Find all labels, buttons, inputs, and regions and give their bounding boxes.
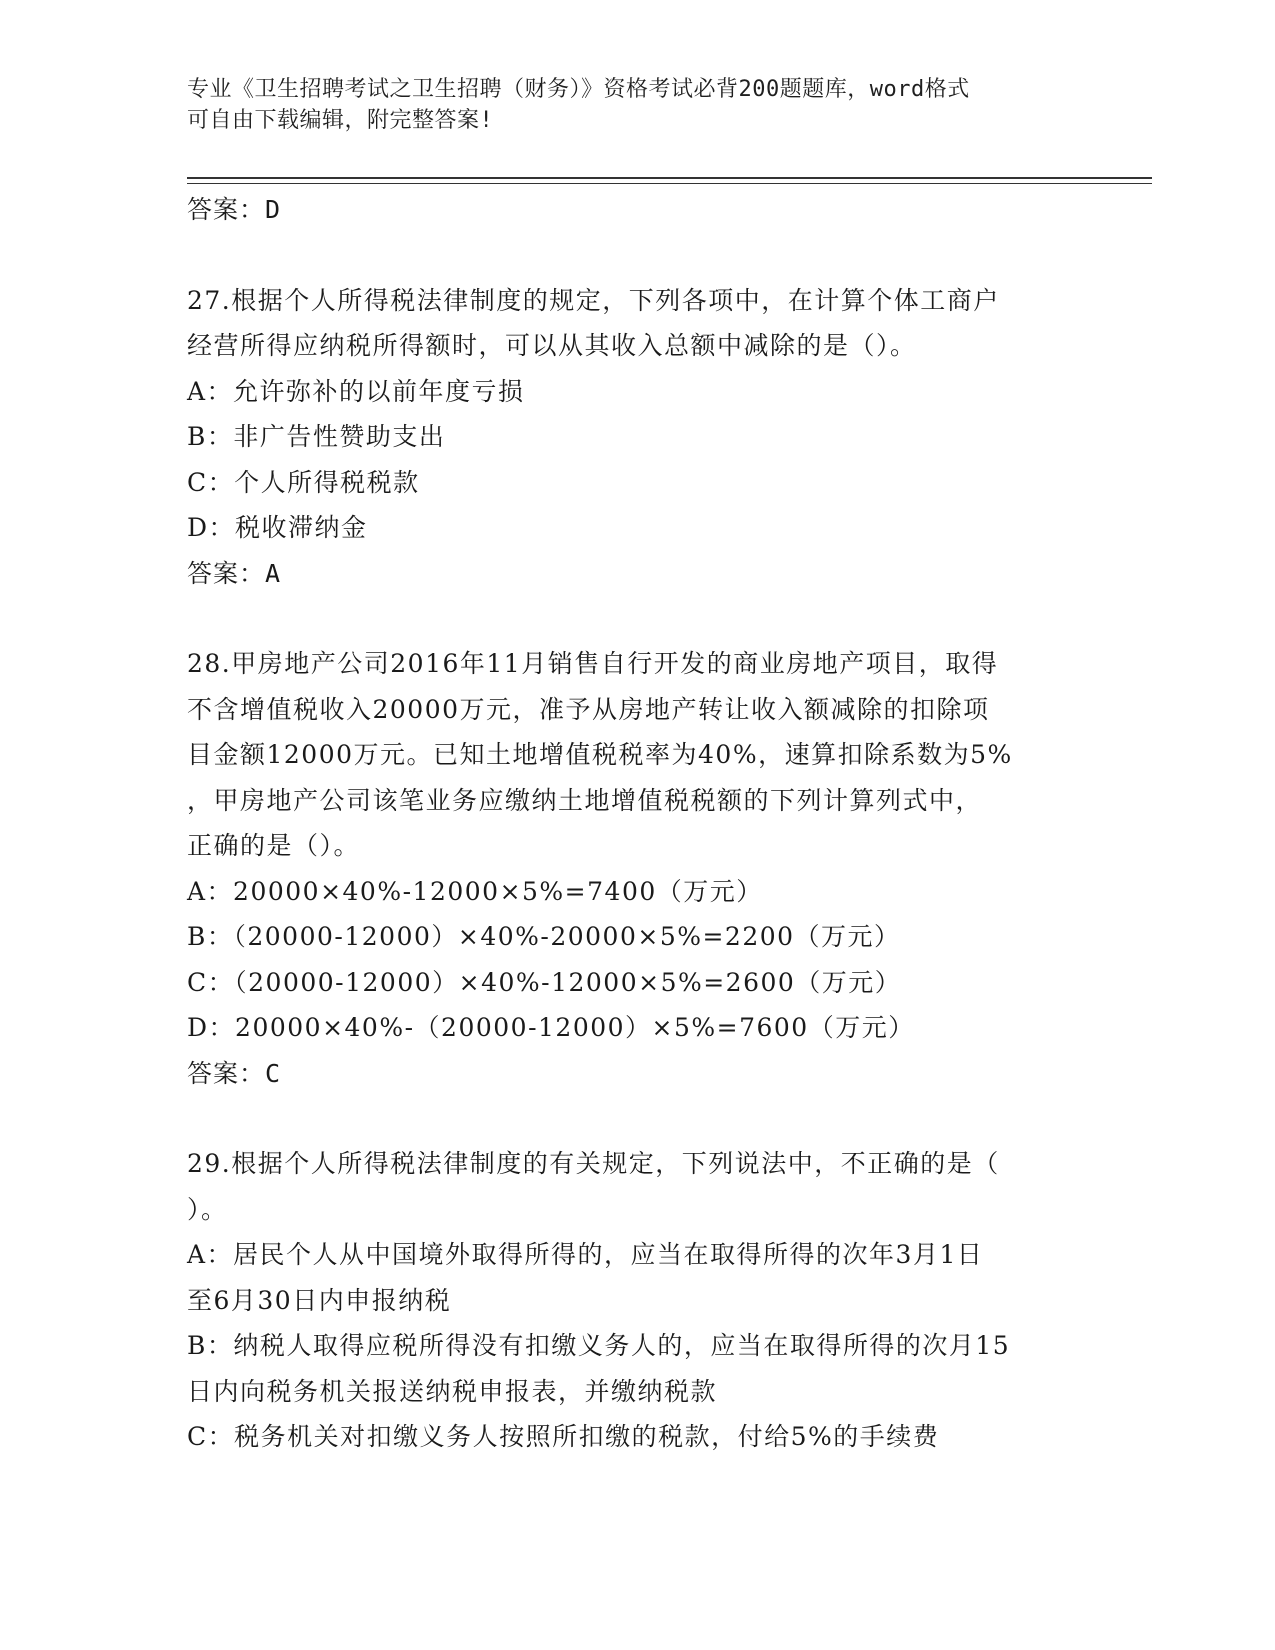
- q27-answer: 答案：A: [187, 558, 282, 588]
- q29-option-a-line-1: A：居民个人从中国境外取得所得的，应当在取得所得的次年3月1日: [187, 1240, 984, 1269]
- q29-option-b-line-2: 日内向税务机关报送纳税申报表，并缴纳税款: [187, 1376, 718, 1406]
- q27-stem-line-2: 经营所得应纳税所得额时，可以从其收入总额中减除的是（）。: [187, 331, 917, 360]
- q29-option-b-line-1: B：纳税人取得应税所得没有扣缴义务人的，应当在取得所得的次月15: [187, 1331, 1011, 1360]
- q28-stem-line-5: 正确的是（）。: [187, 831, 361, 860]
- q29-stem-line-1: 29.根据个人所得税法律制度的有关规定，下列说法中，不正确的是（: [187, 1149, 1000, 1178]
- q28-option-d: D：20000×40%-（20000-12000）×5%=7600（万元）: [187, 1013, 915, 1042]
- q28-option-c: C：（20000-12000）×40%-12000×5%=2600（万元）: [187, 967, 902, 997]
- question-27: [187, 278, 1087, 597]
- q28-stem-line-2: 不含增值税收入20000万元，准予从房地产转让收入额减除的扣除项: [187, 694, 990, 724]
- q27-option-d: D：税收滞纳金: [187, 513, 368, 542]
- header-divider-thick: [187, 177, 1152, 179]
- answer-previous: 答案：D: [187, 195, 282, 224]
- question-content: [187, 187, 1087, 1460]
- header-title-line-2: 可自由下载编辑，附完整答案!: [187, 108, 494, 133]
- question-28: [187, 641, 1087, 1096]
- document-header: [187, 74, 1087, 136]
- question-29: [187, 1141, 1087, 1460]
- q28-option-a: A：20000×40%-12000×5%=7400（万元）: [187, 876, 763, 906]
- q29-option-a-line-2: 至6月30日内申报纳税: [187, 1285, 452, 1315]
- q28-option-b: B：（20000-12000）×40%-20000×5%=2200（万元）: [187, 922, 901, 951]
- q29-option-c: C：税务机关对扣缴义务人按照所扣缴的税款，付给5%的手续费: [187, 1422, 940, 1451]
- q28-stem-line-3: 目金额12000万元。已知土地增值税税率为40%，速算扣除系数为5%: [187, 740, 1013, 769]
- q27-option-c: C：个人所得税税款: [187, 467, 420, 497]
- q28-stem-line-1: 28.甲房地产公司2016年11月销售自行开发的商业房地产项目，取得: [187, 649, 999, 678]
- header-title-line-1: 专业《卫生招聘考试之卫生招聘（财务）》资格考试必背200题题库，word格式: [187, 77, 970, 102]
- header-divider-thin: [187, 183, 1152, 184]
- q29-stem-line-2: ）。: [187, 1194, 228, 1224]
- q28-answer: 答案：C: [187, 1058, 282, 1088]
- q27-option-a: A：允许弥补的以前年度亏损: [187, 376, 525, 406]
- q27-option-b: B：非广告性赞助支出: [187, 422, 446, 451]
- q28-stem-line-4: ，甲房地产公司该笔业务应缴纳土地增值税税额的下列计算列式中，: [187, 785, 983, 815]
- q27-stem-line-1: 27.根据个人所得税法律制度的规定，下列各项中，在计算个体工商户: [187, 285, 1000, 315]
